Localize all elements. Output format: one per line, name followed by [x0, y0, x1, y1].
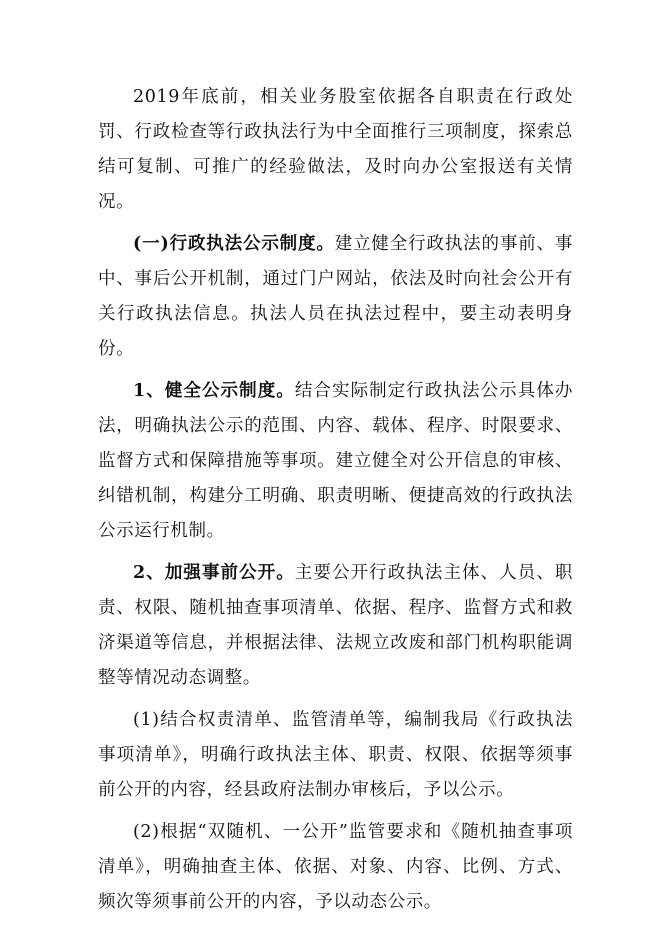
item-heading: 2、加强事前公开。 [133, 563, 295, 583]
paragraph-text: 2019年底前，相关业务股室依据各自职责在行政处罚、行政检查等行政执法行为中全面推行三项制度，探索总结可复制、可推广的经验做法，及时向办公室报送有关情况。 [98, 87, 573, 212]
paragraph-text: 主要公开行政执法主体、人员、职责、权限、随机抽查事项清单、依据、程序、监督方式和救济渠道等信息，并根据法律、法规立改废和部门机构职能调整等情况动态调整。 [98, 563, 574, 688]
item-heading: 1、健全公示制度。 [133, 381, 295, 401]
paragraph-item-1 [98, 374, 573, 549]
paragraph-item-2 [98, 556, 573, 696]
paragraph-text: (1)结合权责清单、监管清单等，编制我局《行政执法事项清单》，明确行政执法主体、职责、权限、依据等须事前公开的内容，经县政府法制办审核后，予以公示。 [98, 710, 573, 800]
paragraph-text: 建立健全行政执法的事前、事中、事后公开机制，通过门户网站，依法及时向社会公开有关行政执法信息。执法人员在执法过程中，要主动表明身份。 [98, 234, 573, 359]
paragraph-sub-2 [98, 815, 573, 920]
document-page [98, 80, 573, 927]
paragraph-intro [98, 80, 573, 220]
paragraph-text: 结合实际制定行政执法公示具体办法，明确执法公示的范围、内容、载体、程序、时限要求、监督方式和保障措施等事项。建立健全对公开信息的审核、纠错机制，构建分工明确、职责明晰、便捷高效的行政执法公示运行机制。 [98, 381, 574, 541]
paragraph-section-1 [98, 227, 573, 367]
paragraph-text: (2)根据“双随机、一公开”监管要求和《随机抽查事项清单》，明确抽查主体、依据、对象、内容、比例、方式、频次等须事前公开的内容，予以动态公示。 [98, 822, 573, 912]
section-heading: (一)行政执法公示制度。 [133, 234, 335, 254]
paragraph-sub-1 [98, 703, 573, 808]
